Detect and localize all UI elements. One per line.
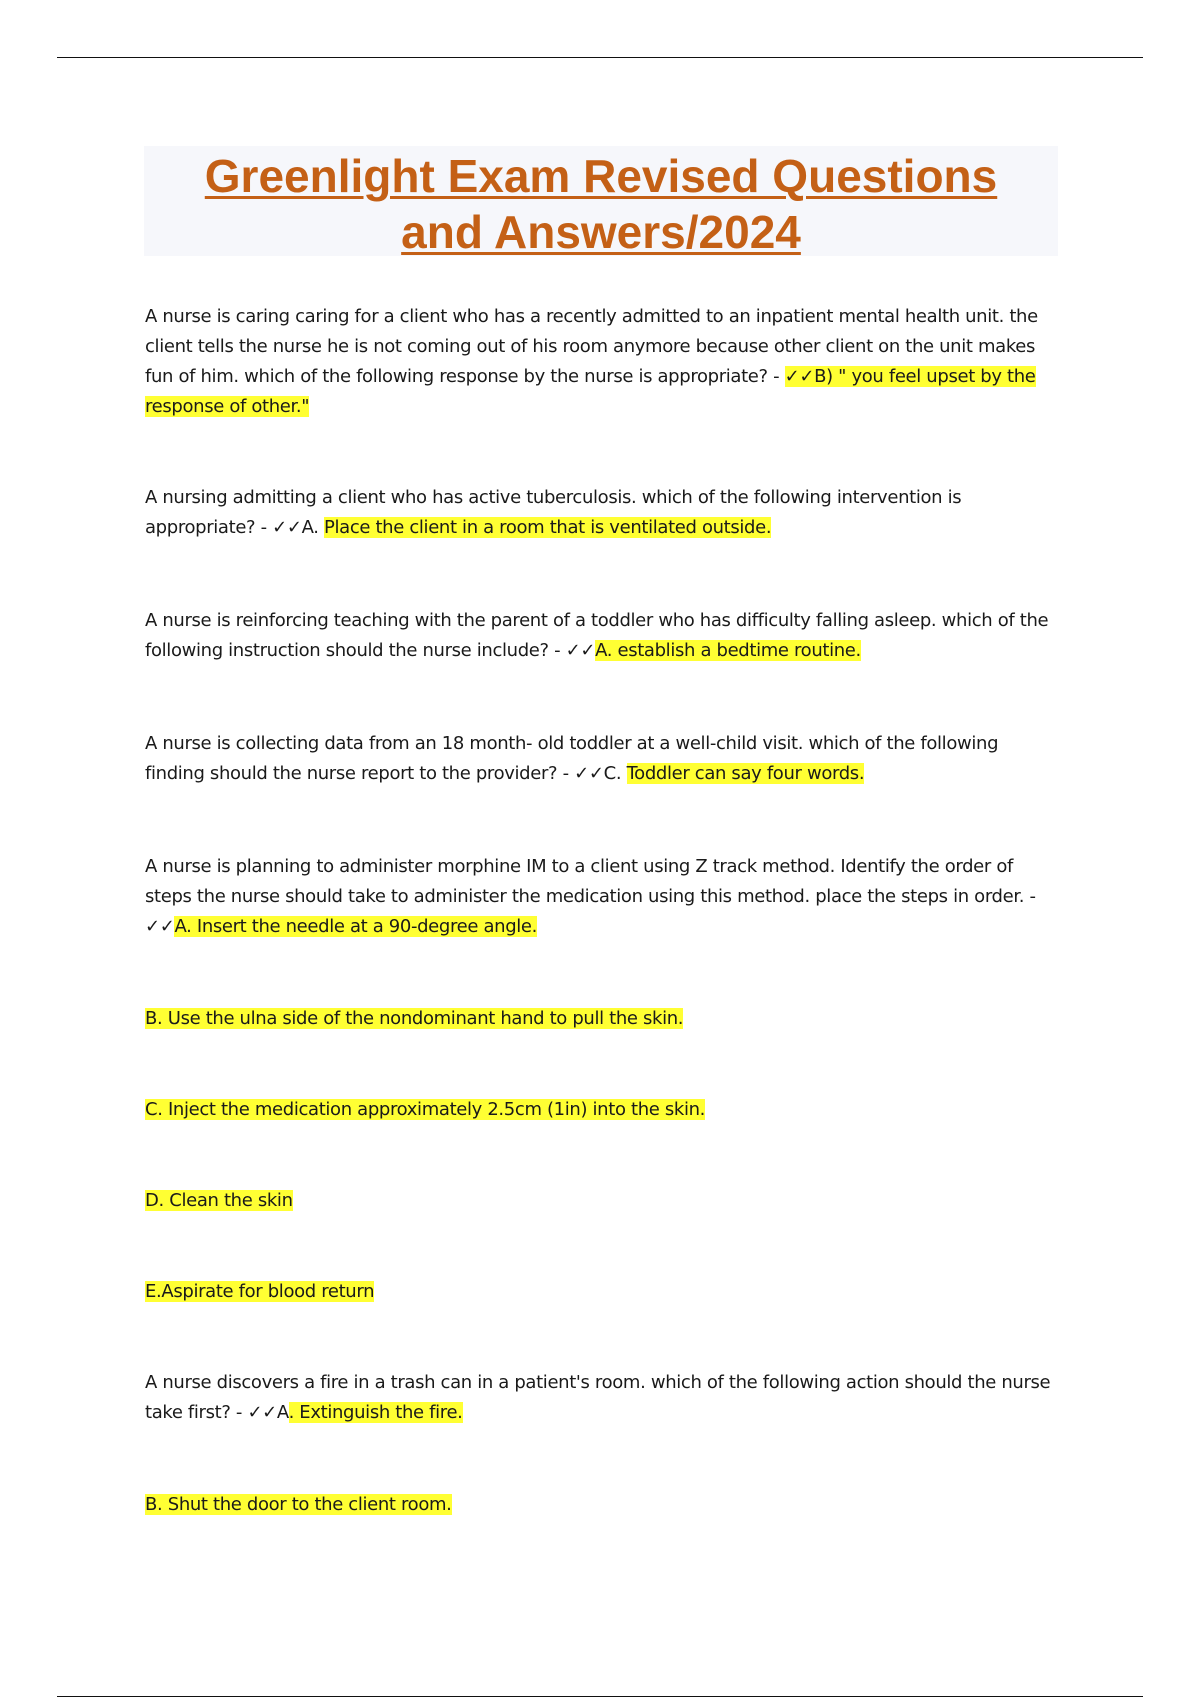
step-e xyxy=(145,1277,1060,1307)
qa-item-4 xyxy=(145,729,1060,789)
bottom-rule xyxy=(57,1696,1143,1697)
check-icon: ✓✓ xyxy=(565,640,596,661)
step-d xyxy=(145,1186,1060,1216)
question-text: A nurse is caring caring for a client who has a recently admitted to an inpatient mental health unit. the client tells the nurse he is not coming out of his room anymore because other client on the unit makes fun of him. which of the following response by the nurse is appropriate? - xyxy=(145,306,1038,387)
question-text: A nurse is planning to administer morphine IM to a client using Z track method. Identify the order of steps the nurse should take to administer the medication using this method. place the steps in order. - xyxy=(145,856,1036,907)
qa-item-1 xyxy=(145,302,1060,422)
step-text: E.Aspirate for blood return xyxy=(145,1281,375,1302)
answer-text: B) " you feel upset by the response of other." xyxy=(145,366,1036,417)
step-text: C. Inject the medication approximately 2.5cm (1in) into the skin. xyxy=(145,1099,706,1120)
qa-item-3 xyxy=(145,606,1060,666)
step-b xyxy=(145,1004,1060,1034)
answer-prefix: A xyxy=(276,1402,289,1423)
answer-prefix: C. xyxy=(603,763,627,784)
question-text: A nursing admitting a client who has active tuberculosis. which of the following intervention is appropriate? - xyxy=(145,487,962,538)
step-text: D. Clean the skin xyxy=(145,1190,293,1211)
title-line-1: Greenlight Exam Revised Questions xyxy=(204,150,998,202)
answer-text: Place the client in a room that is ventilated outside. xyxy=(324,517,772,538)
question-text: A nurse discovers a fire in a trash can in a patient's room. which of the following action should the nurse take first? - xyxy=(145,1372,1051,1423)
check-icon: ✓✓ xyxy=(145,916,175,937)
document-title xyxy=(144,146,1058,260)
check-icon: ✓✓ xyxy=(247,1402,277,1423)
qa-item-5 xyxy=(145,852,1060,942)
title-line-2: and Answers/2024 xyxy=(401,206,801,258)
title-banner xyxy=(144,146,1058,256)
step-text: B. Use the ulna side of the nondominant hand to pull the skin. xyxy=(145,1008,684,1029)
top-rule xyxy=(57,57,1143,58)
answer-text: A. Insert the needle at a 90-degree angle. xyxy=(174,916,538,937)
answer-prefix: A. xyxy=(301,517,324,538)
check-icon: ✓✓ xyxy=(272,517,302,538)
question-text: A nurse is reinforcing teaching with the parent of a toddler who has difficulty falling asleep. which of the following instruction should the nurse include? - xyxy=(145,610,1049,661)
qa-item-6 xyxy=(145,1368,1060,1428)
answer-text: . Extinguish the fire. xyxy=(288,1402,463,1423)
answer-text: A. establish a bedtime routine. xyxy=(595,640,861,661)
step-shut-door xyxy=(145,1490,1060,1520)
qa-item-2 xyxy=(145,483,1060,543)
question-text: A nurse is collecting data from an 18 month- old toddler at a well-child visit. which of the following finding should the nurse report to the provider? - xyxy=(145,733,999,784)
check-icon: ✓✓ xyxy=(574,763,604,784)
answer-text: Toddler can say four words. xyxy=(626,763,865,784)
step-text: B. Shut the door to the client room. xyxy=(145,1494,452,1515)
step-c xyxy=(145,1095,1060,1125)
check-icon: ✓✓ xyxy=(784,366,815,387)
